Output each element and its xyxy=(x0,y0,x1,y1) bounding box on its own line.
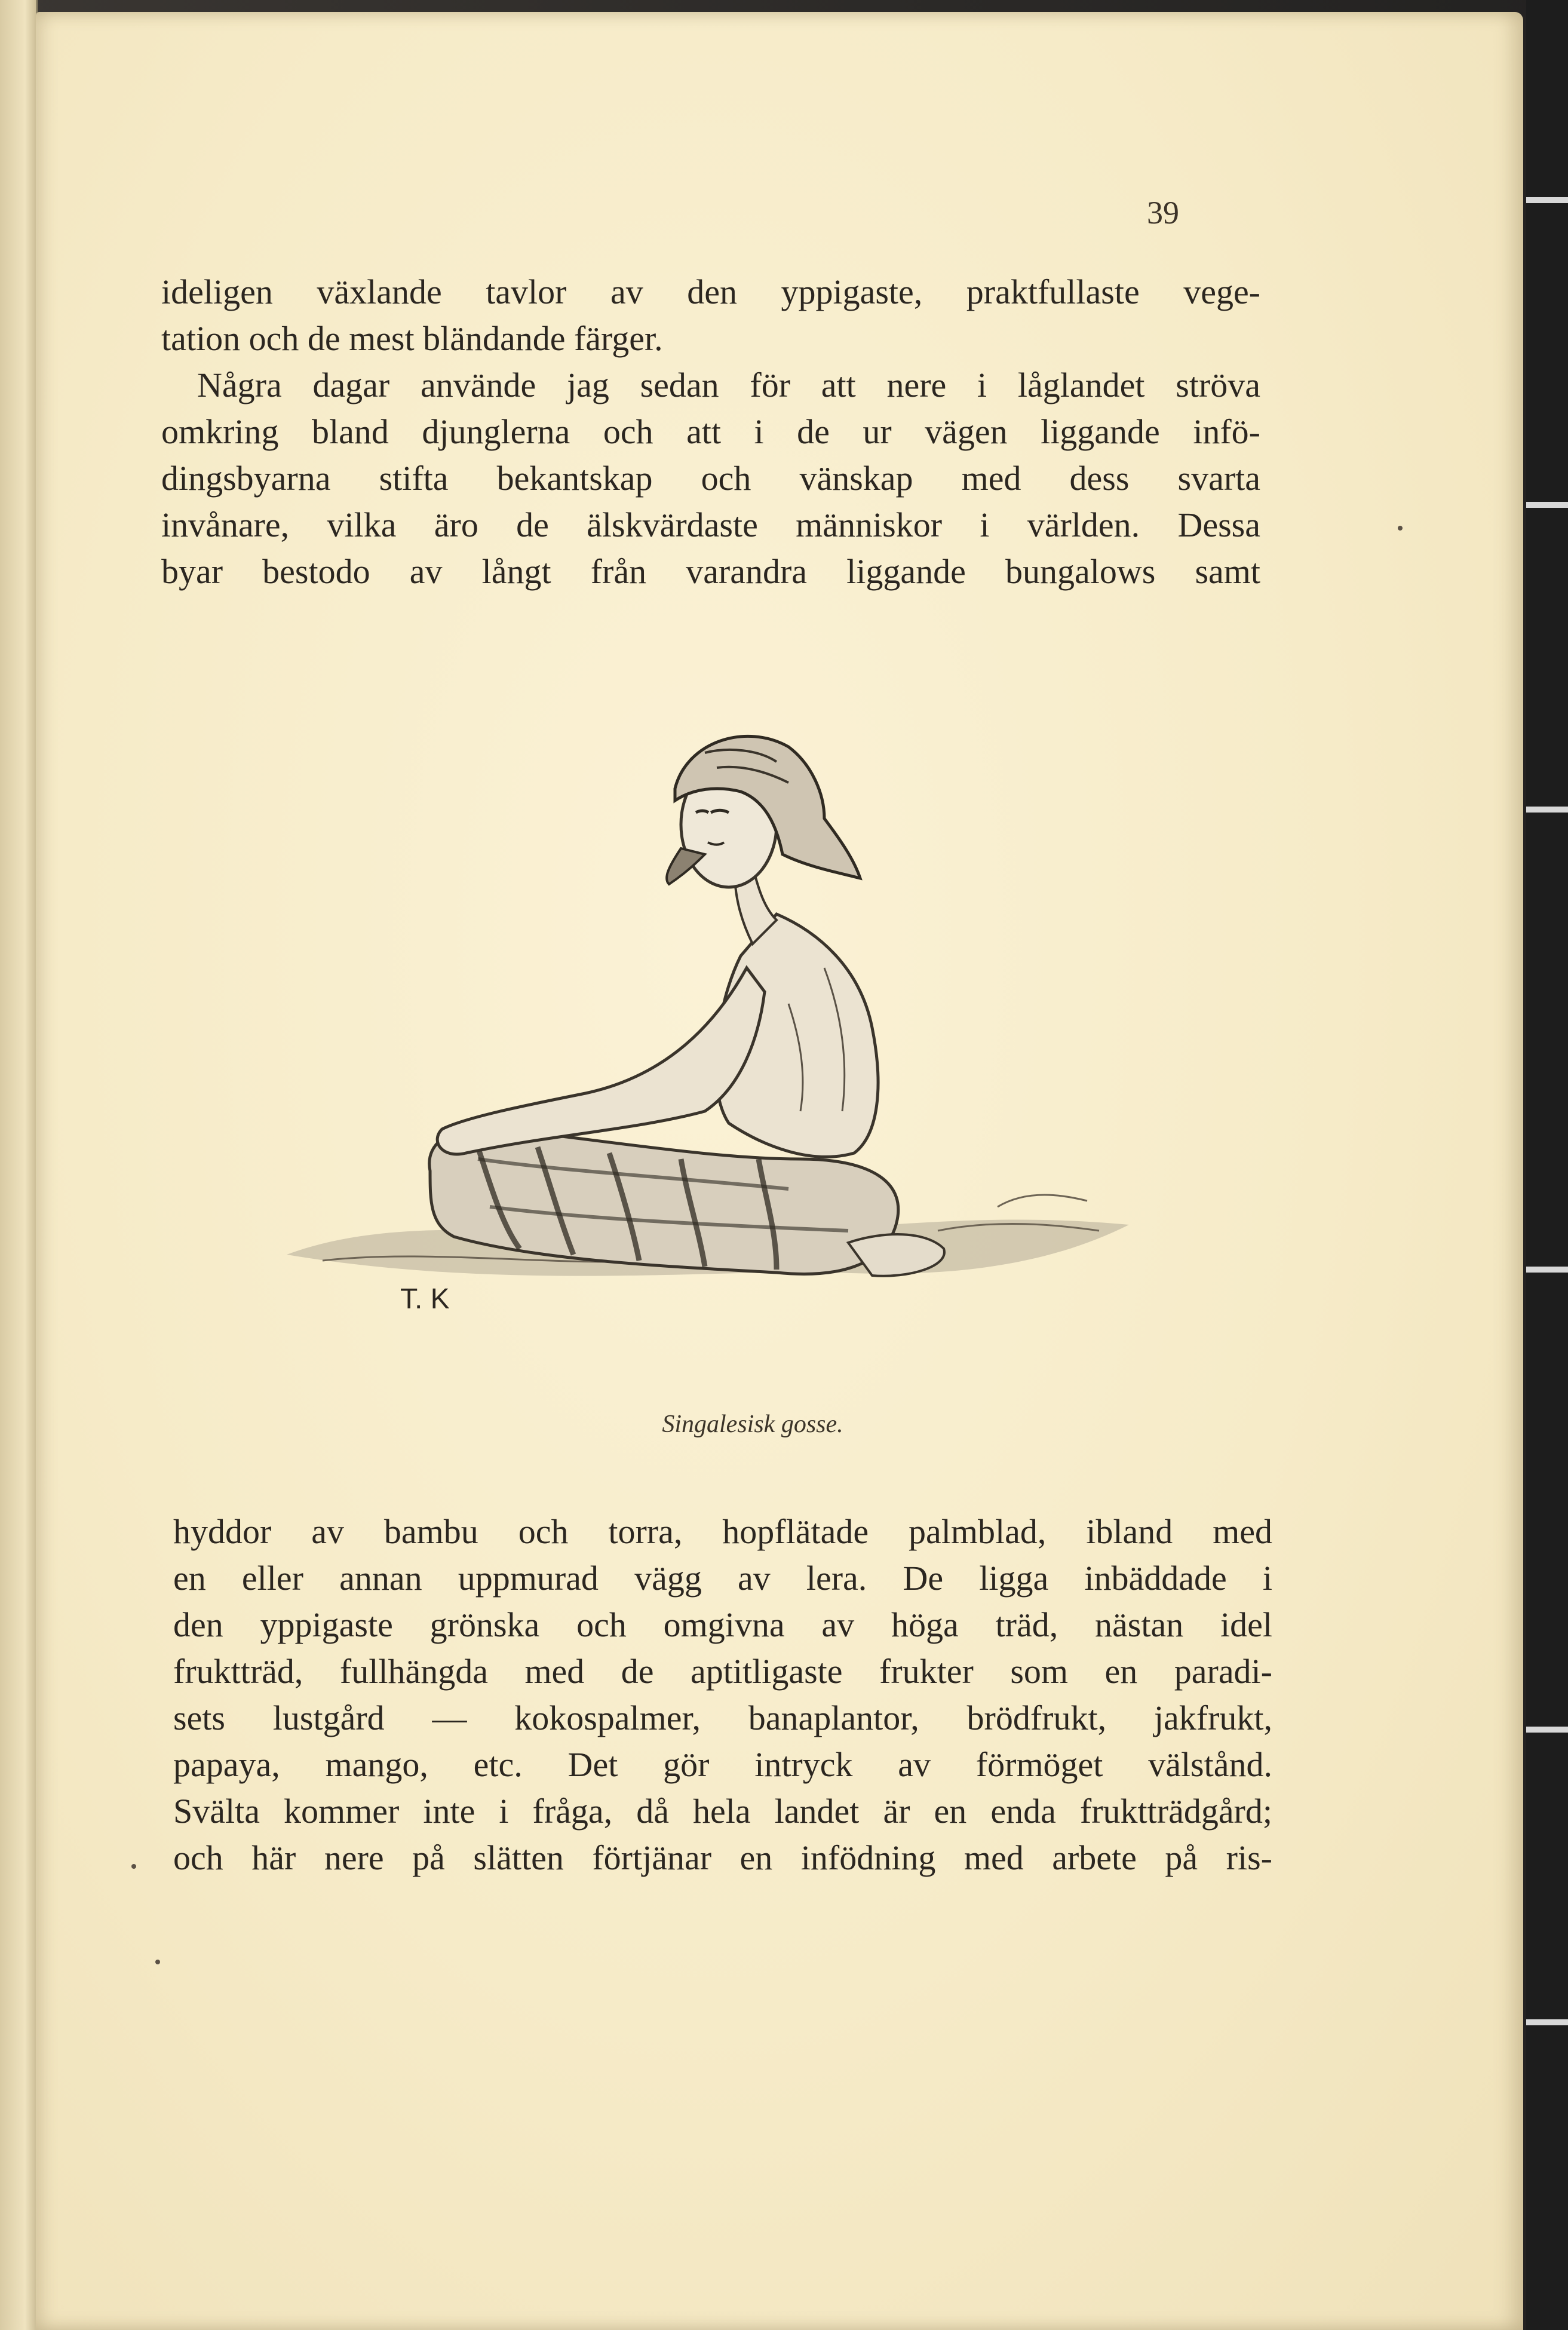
ruler-tick xyxy=(1526,1267,1568,1273)
ruler-tick xyxy=(1526,197,1568,203)
ruler-tick xyxy=(1526,2019,1568,2025)
paper-speck xyxy=(155,1960,160,1964)
ruler-tick xyxy=(1526,502,1568,508)
text-line: hyddor av bambu och torra, hopflätade palmblad, ibland med xyxy=(173,1512,1272,1551)
text-line: en eller annan uppmurad vägg av lera. De ligga inbäddade i xyxy=(173,1559,1272,1598)
bottom-text-block xyxy=(173,1509,1272,1881)
facing-page-edge xyxy=(0,0,38,2330)
text-line: den yppigaste grönska och omgivna av höga träd, nästan idel xyxy=(173,1605,1272,1644)
text-line: och här nere på slätten förtjänar en infödning med arbete på ris- xyxy=(173,1838,1272,1877)
paper-speck xyxy=(1398,526,1403,531)
text-line: omkring bland djunglerna och att i de ur vägen liggande infö- xyxy=(161,412,1260,451)
text-line: sets lustgård — kokospalmer, banaplantor, brödfrukt, jakfrukt, xyxy=(173,1699,1272,1737)
page-number: 39 xyxy=(1147,195,1179,231)
text-line: dingsbyarna stifta bekantskap och vänskap med dess svarta xyxy=(161,459,1260,498)
illustration-caption: Singalesisk gosse. xyxy=(662,1411,843,1438)
artist-signature: T. K xyxy=(400,1283,450,1315)
text-line: byar bestodo av långt från varandra liggande bungalows samt xyxy=(161,552,1260,591)
text-line: fruktträd, fullhängda med de aptitligaste frukter som en paradi- xyxy=(173,1652,1272,1691)
text-line: Några dagar använde jag sedan för att nere i låglandet ströva xyxy=(197,366,1260,404)
text-line: tation och de mest bländande färger. xyxy=(161,319,663,358)
seated-boy-illustration xyxy=(251,633,1207,1380)
measuring-ruler xyxy=(1526,0,1568,2330)
text-line: Svälta kommer inte i fråga, då hela landet är en enda fruktträdgård; xyxy=(173,1792,1272,1831)
ruler-tick xyxy=(1526,807,1568,813)
book-page xyxy=(36,12,1523,2330)
top-text-block xyxy=(161,269,1260,595)
text-line: invånare, vilka äro de älskvärdaste människor i världen. Dessa xyxy=(161,505,1260,544)
paper-speck xyxy=(131,1864,136,1869)
text-line: papaya, mango, etc. Det gör intryck av förmöget välstånd. xyxy=(173,1745,1272,1784)
text-line: ideligen växlande tavlor av den yppigaste, praktfullaste vege- xyxy=(161,272,1260,311)
ruler-tick xyxy=(1526,1727,1568,1733)
